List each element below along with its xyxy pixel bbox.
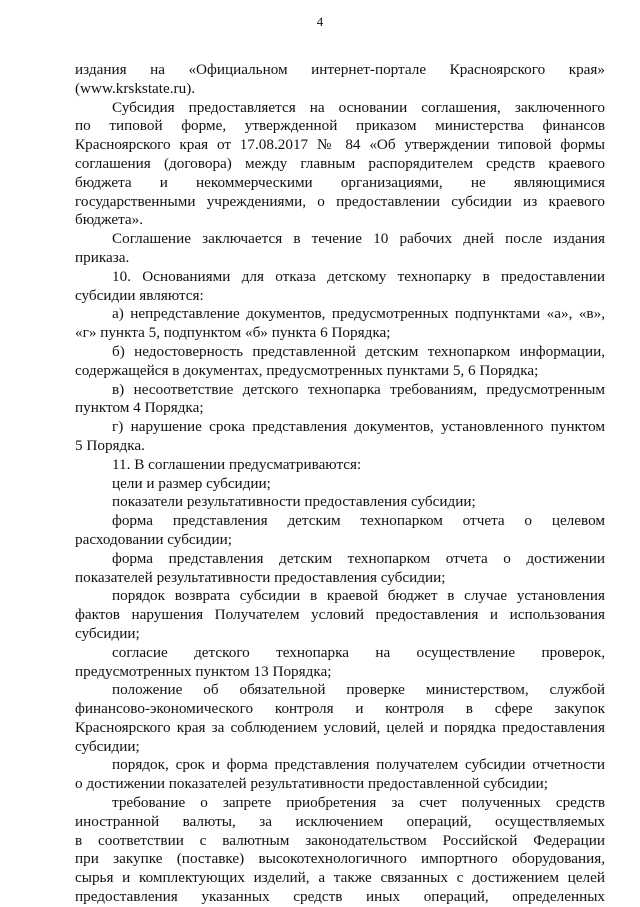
text-line: приказа. xyxy=(75,248,130,266)
text-line: (www.krskstate.ru). xyxy=(75,79,196,97)
text-line: о достижении показателей результативности предоставленной субсидии; xyxy=(75,775,549,793)
text-line: «г» пункта 5, подпунктом «б» пункта 6 Порядка; xyxy=(75,324,391,342)
text-line: субсидии; xyxy=(75,624,140,642)
text-line: г) нарушение срока представления документов, установленного пунктом xyxy=(112,418,605,436)
text-line: в соответствии с валютным законодательством Российской Федерации xyxy=(75,831,605,849)
text-line: положение об обязательной проверке министерством, службой xyxy=(112,681,605,699)
text-line: Субсидия предоставляется на основании соглашения, заключенного xyxy=(112,98,605,116)
text-line: а) непредставление документов, предусмотренных подпунктами «а», «в», xyxy=(112,305,605,323)
page-number: 4 xyxy=(316,14,324,29)
text-line: форма представления детским технопарком отчета о целевом xyxy=(112,512,605,530)
text-line: порядок возврата субсидии в краевой бюджет в случае установления xyxy=(112,587,605,605)
text-line: фактов нарушения Получателем условий предоставления и использования xyxy=(75,606,605,624)
text-line: сырья и комплектующих изделий, а также связанных с достижением целей xyxy=(75,869,605,887)
text-line: 5 Порядка. xyxy=(75,436,145,454)
text-line: 10. Основаниями для отказа детскому технопарку в предоставлении xyxy=(112,267,605,285)
text-line: субсидии являются: xyxy=(75,286,204,304)
text-line: пунктом 4 Порядка; xyxy=(75,399,204,417)
text-line: Красноярского края за соблюдением условий, целей и порядка предоставления xyxy=(75,718,605,736)
text-line: иностранной валюты, за исключением операций, осуществляемых xyxy=(75,812,605,830)
text-line: бюджета и некоммерческими организациями, не являющимися xyxy=(75,173,605,191)
text-line: цели и размер субсидии; xyxy=(112,474,271,492)
text-line: показатели результативности предоставления субсидии; xyxy=(112,493,476,511)
text-line: финансово-экономического контроля и контроля в сфере закупок xyxy=(75,700,605,718)
text-line: содержащейся в документах, предусмотренных пунктами 5, 6 Порядка; xyxy=(75,361,539,379)
text-line: Красноярского края от 17.08.2017 № 84 «Об утверждении типовой формы xyxy=(75,136,605,154)
text-line: бюджета». xyxy=(75,211,144,229)
text-line: соглашения (договора) между главным распорядителем средств краевого xyxy=(75,154,605,172)
text-line: 11. В соглашении предусматриваются: xyxy=(112,455,362,473)
text-line: расходовании субсидии; xyxy=(75,530,232,548)
document-body xyxy=(75,61,605,907)
text-line: в) несоответствие детского технопарка требованиям, предусмотренным xyxy=(112,380,605,398)
text-line: по типовой форме, утвержденной приказом министерства финансов xyxy=(75,117,605,135)
text-line: издания на «Официальном интернет-портале Красноярского края» xyxy=(75,61,605,78)
text-line: согласие детского технопарка на осуществление проверок, xyxy=(112,643,605,661)
text-line: субсидии; xyxy=(75,737,140,755)
text-line: государственными учреждениями, о предоставлении субсидии из краевого xyxy=(75,192,605,210)
text-line: форма представления детским технопарком отчета о достижении xyxy=(112,549,605,567)
text-line: предоставления указанных средств иных операций, определенных xyxy=(75,888,605,906)
text-line: Соглашение заключается в течение 10 рабочих дней после издания xyxy=(112,230,605,248)
text-line: предусмотренных пунктом 13 Порядка; xyxy=(75,662,332,680)
text-line: показателей результативности предоставления субсидии; xyxy=(75,568,446,586)
text-line: при закупке (поставке) высокотехнологичного импортного оборудования, xyxy=(75,850,605,868)
text-line: требование о запрете приобретения за счет полученных средств xyxy=(112,794,605,812)
text-line: порядок, срок и форма представления получателем субсидии отчетности xyxy=(112,756,605,774)
text-line: б) недостоверность представленной детским технопарком информации, xyxy=(112,342,605,360)
